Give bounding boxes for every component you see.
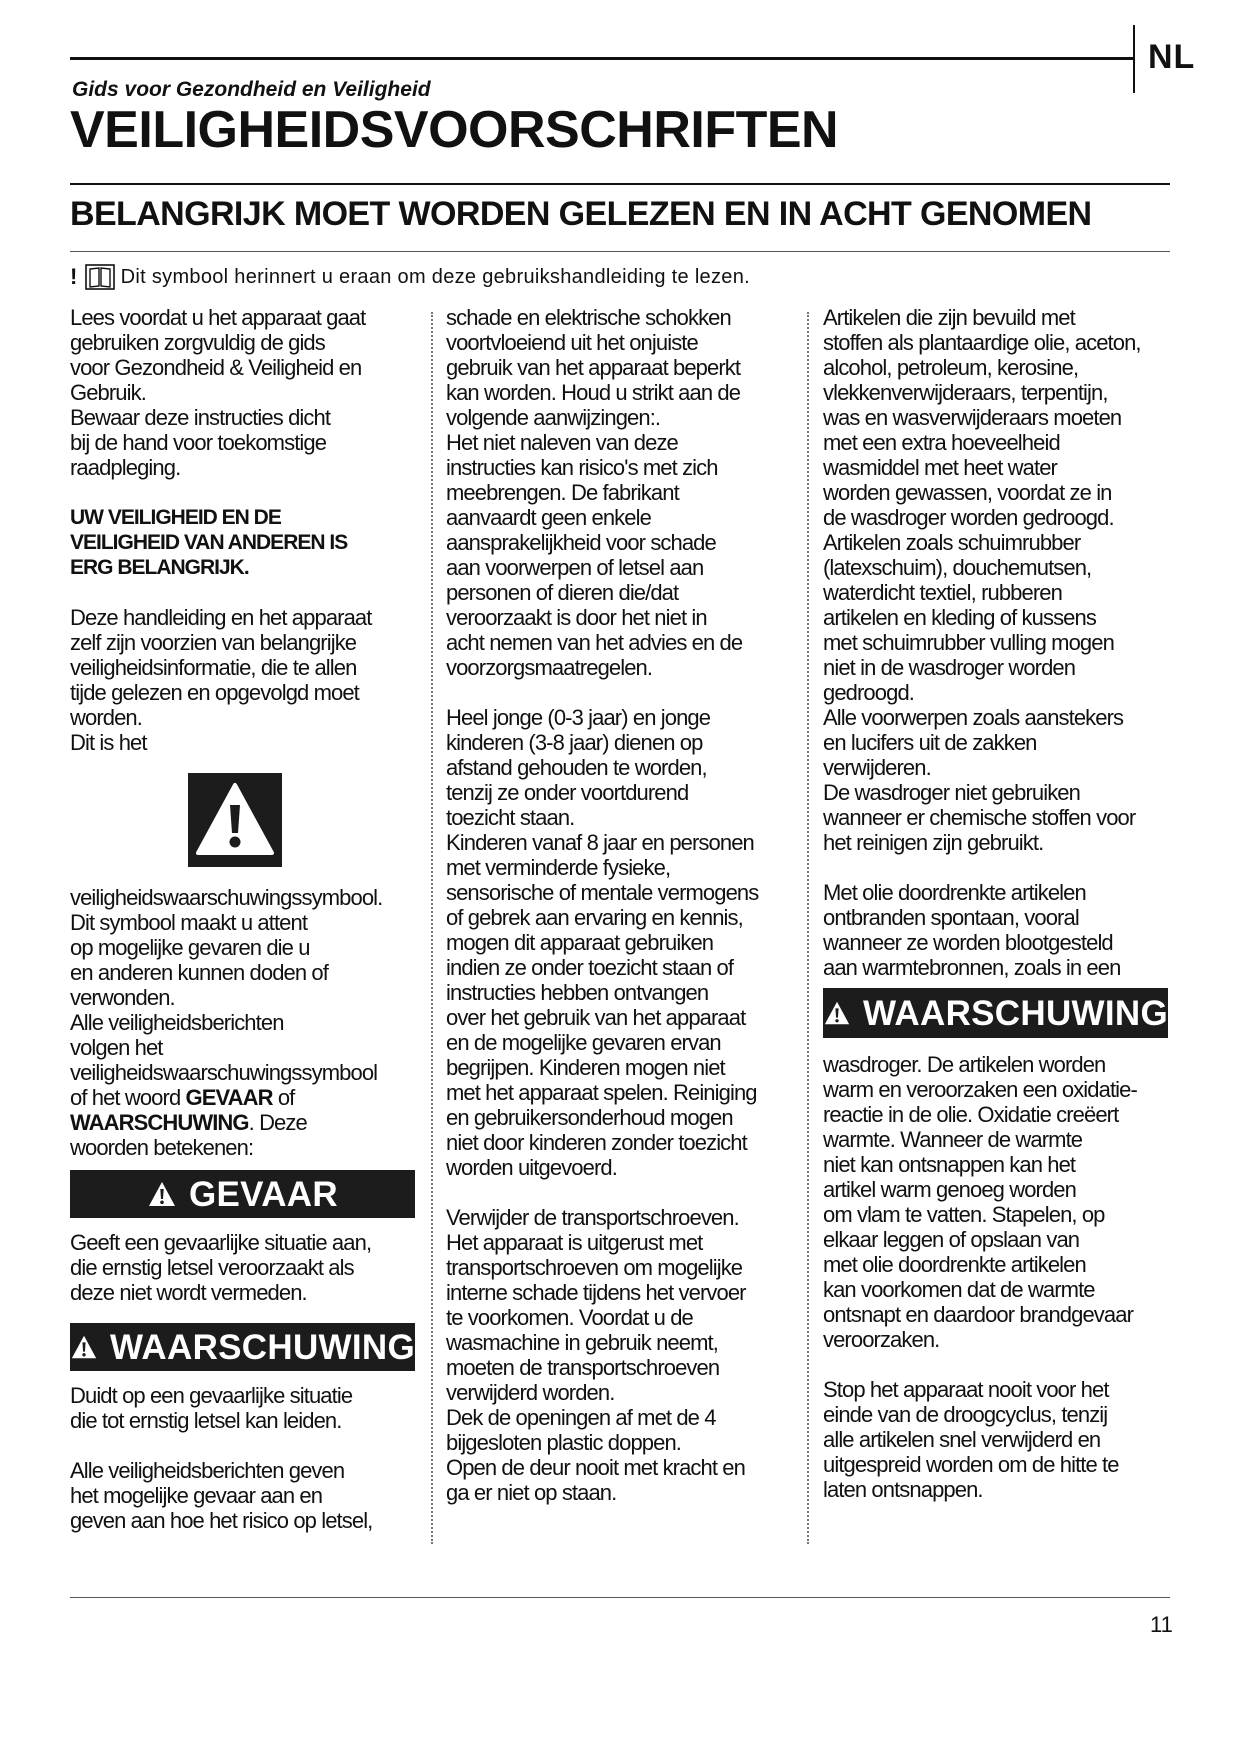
exclamation-icon: ! [70,264,78,289]
warning-triangle-icon [823,999,851,1027]
symbol-note-text: Dit symbool herinnert u eraan om deze gebruikshandleiding te lezen. [120,265,750,288]
page-title: VEILIGHEIDSVOORSCHRIFTEN [70,101,839,159]
footer-rule [70,1597,1170,1598]
symbol-note-row [70,263,750,291]
waarschuwing-label-col3: WAARSCHUWING [863,993,1168,1033]
column-divider-1 [431,312,433,1544]
heading-rule [70,251,1170,252]
column-2 [446,305,791,1505]
top-rule [70,57,1133,60]
liability-text: schade en elektrische schokken voortvloeiend uit het onjuiste gebruik van het apparaat beperkt kan worden. Houd u strikt aan de volgende aanwijzingen:. Het niet naleven van deze instructies kan risico's met zich meebrengen. De fabrikant aanvaardt geen enkele aansprakelijkheid voor schade aan voorwerpen of letsel aan personen of dieren die/dat veroorzaakt is door het niet in acht nemen van het advies en de voorzorgsmaatregelen. [446,305,743,680]
transport-screws-text: Verwijder de transportschroeven. Het apparaat is uitgerust met transportschroeven om mogelijke interne schade tijdens het vervoer te voorkomen. Voordat u de wasmachine in gebruik neemt, moeten de transportschroeven verwijderd worden. Dek de openingen af met de 4 bijgesloten plastic doppen. Open de deur nooit met kracht en ga er niet op staan. [446,1205,746,1505]
waarschuwing-signal-bar-col3 [823,988,1168,1038]
language-label: NL [1148,38,1196,76]
waarschuwing-label: WAARSCHUWING [110,1327,415,1367]
soiled-articles-text: Artikelen die zijn bevuild met stoffen als plantaardige olie, aceton, alcohol, petroleum, kerosine, vlekkenverwijderaars, terpentijn, was en wasverwijderaars moeten met een extra hoeveelheid wasmiddel met heet water worden gewassen, voordat ze in de wasdroger worden gedroogd. Artikelen zoals schuimrubber (latexschuim), douchemutsen, waterdicht textiel, rubberen artikelen en kleding of kussens met schuimrubber vulling mogen niet in de wasdroger worden gedroogd. Alle voorwerpen zoals aanstekers en lucifers uit de zakken verwijderen. De wasdroger niet gebruiken wanneer er chemische stoffen voor het reinigen zijn gebruikt. [823,305,1141,855]
title-rule [70,183,1170,185]
gevaar-text: Geeft een gevaarlijke situatie aan, die ernstig letsel veroorzaakt als deze niet wordt vermeden. [70,1230,372,1305]
warning-triangle-icon [70,1333,98,1361]
gevaar-label: GEVAAR [189,1174,338,1214]
page-number: 11 [1150,1612,1173,1637]
safety-heading: UW VEILIGHEID EN DE VEILIGHEID VAN ANDEREN IS ERG BELANGRIJK. [70,506,348,579]
children-text: Heel jonge (0-3 jaar) en jonge kinderen (3-8 jaar) dienen op afstand gehouden te worden, tenzij ze onder voortdurend toezicht staan. Kinderen vanaf 8 jaar en personen met verminderde fysieke, sensorische of mentale vermogens of gebrek aan ervaring en kennis, mogen dit apparaat gebruiken indien ze onder toezicht staan of instructies hebben ontvangen over het gebruik van het apparaat en de mogelijke gevaren ervan begrijpen. Kinderen mogen niet met het apparaat spelen. Reiniging en gebruikersonderhoud mogen niet door kinderen zonder toezicht worden uitgevoerd. [446,705,759,1180]
guide-subtitle: Gids voor Gezondheid en Veiligheid [72,78,431,101]
safety-alert-symbol-icon [188,773,282,867]
oxidation-text: wasdroger. De artikelen worden warm en veroorzaken een oxidatie- reactie in de olie. Oxidatie creëert warmte. Wanneer de warmte niet kan ontsnappen kan het artikel warm genoeg worden om vlam te vatten. Stapelen, op elkaar leggen of opslaan van met olie doordrenkte artikelen kan voorkomen dat de warmte ontsnapt en daardoor brandgevaar veroorzaken. [823,1052,1137,1352]
symbol-explanation: veiligheidswaarschuwingssymbool. Dit symbool maakt u attent op mogelijke gevaren die u en anderen kunnen doden of verwonden. Alle veiligheidsberichten volgen het veiligheidswaarschuwingssymbool of het woord GEVAAR of WAARSCHUWING. Deze woorden betekenen: [70,885,383,1160]
stop-cycle-text: Stop het apparaat nooit voor het einde van de droogcyclus, tenzij alle artikelen snel verwijderd en uitgespreid worden om de hitte te laten ontsnappen. [823,1377,1119,1502]
manual-text: Deze handleiding en het apparaat zelf zijn voorzien van belangrijke veiligheidsinformatie, die te allen tijde gelezen en opgevolgd moet worden. Dit is het [70,605,372,755]
warning-triangle-icon [147,1180,177,1208]
column-3 [823,305,1178,1502]
waarschuwing-text: Duidt op een gevaarlijke situatie die tot ernstig letsel kan leiden. [70,1383,353,1433]
intro-text: Lees voordat u het apparaat gaat gebruiken zorgvuldig de gids voor Gezondheid & Veiligheid en Gebruik. Bewaar deze instructies dicht bij de hand voor toekomstige raadpleging. [70,305,366,480]
language-divider [1133,25,1135,93]
oil-articles-text: Met olie doordrenkte artikelen ontbranden spontaan, vooral wanneer ze worden blootgesteld aan warmtebronnen, zoals in een [823,880,1121,980]
manual-book-icon [85,264,115,290]
messages-text: Alle veiligheidsberichten geven het mogelijke gevaar aan en geven aan hoe het risico op letsel, [70,1458,373,1533]
gevaar-signal-bar [70,1170,415,1218]
section-heading: BELANGRIJK MOET WORDEN GELEZEN EN IN ACHT GENOMEN [70,195,1092,233]
column-1 [70,305,415,1533]
waarschuwing-signal-bar [70,1323,415,1371]
column-divider-2 [807,312,809,1544]
